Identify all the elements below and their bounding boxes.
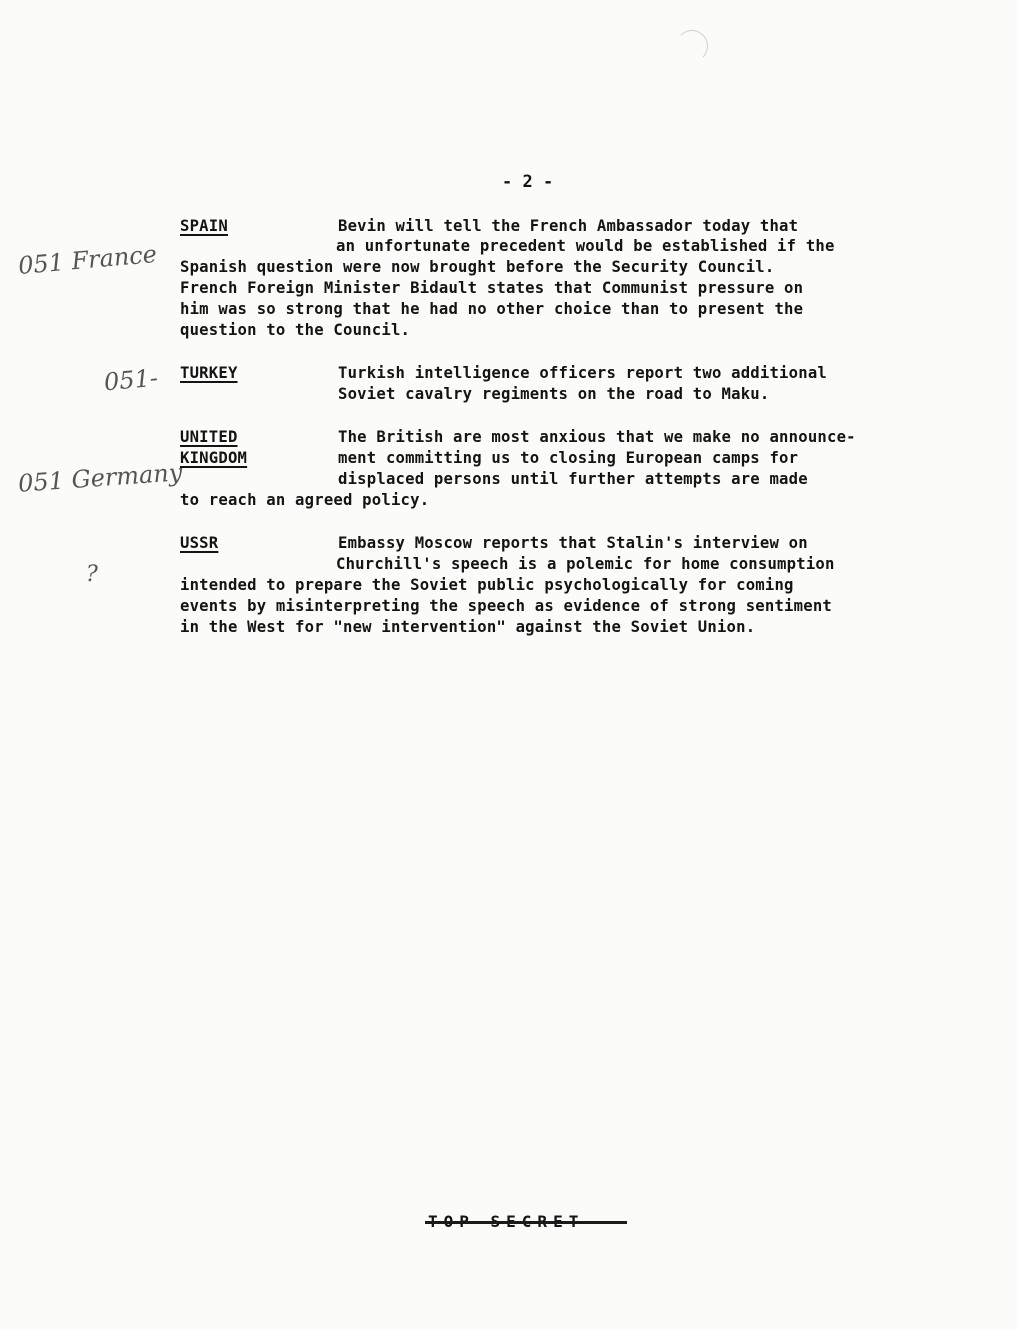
footer-strikethrough (425, 1221, 627, 1224)
spain-line-1: Bevin will tell the French Ambassador today that (338, 217, 799, 235)
spain-line-5: him was so strong that he had no other choice than to present the (180, 300, 804, 318)
ussr-line-3: intended to prepare the Soviet public psychologically for coming (180, 576, 794, 594)
uk-line-2: ment committing us to closing European camps for (338, 449, 799, 467)
spain-line-4: French Foreign Minister Bidault states that Communist pressure on (180, 279, 804, 297)
heading-united-kingdom-line-2: KINGDOM (180, 449, 248, 467)
turkey-line-1: Turkish intelligence officers report two additional (338, 364, 827, 382)
margin-note-spain: 051 France (17, 239, 158, 281)
margin-note-uk: 051 Germany (17, 458, 184, 498)
heading-ussr: USSR (180, 534, 219, 552)
heading-spain: SPAIN (180, 217, 228, 235)
ussr-line-4: events by misinterpreting the speech as evidence of strong sentiment (180, 597, 832, 615)
margin-note-turkey: 051- (102, 363, 160, 397)
page-number: - 2 - (502, 172, 554, 192)
margin-note-ussr: ? (86, 562, 98, 587)
uk-line-4: to reach an agreed policy. (180, 491, 430, 509)
punch-hole (676, 30, 708, 62)
uk-line-1: The British are most anxious that we make no announce- (338, 428, 856, 446)
ussr-line-5: in the West for "new intervention" against the Soviet Union. (180, 618, 756, 636)
spain-line-2: an unfortunate precedent would be established if the (336, 237, 835, 255)
heading-united-kingdom-line-1: UNITED (180, 428, 238, 446)
heading-turkey: TURKEY (180, 364, 238, 382)
ussr-line-1: Embassy Moscow reports that Stalin's interview on (338, 534, 808, 552)
spain-line-6: question to the Council. (180, 321, 411, 339)
uk-line-3: displaced persons until further attempts are made (338, 470, 808, 488)
ussr-line-2: Churchill's speech is a polemic for home consumption (336, 555, 835, 573)
spain-line-3: Spanish question were now brought before the Security Council. (180, 258, 775, 276)
turkey-line-2: Soviet cavalry regiments on the road to Maku. (338, 385, 770, 403)
